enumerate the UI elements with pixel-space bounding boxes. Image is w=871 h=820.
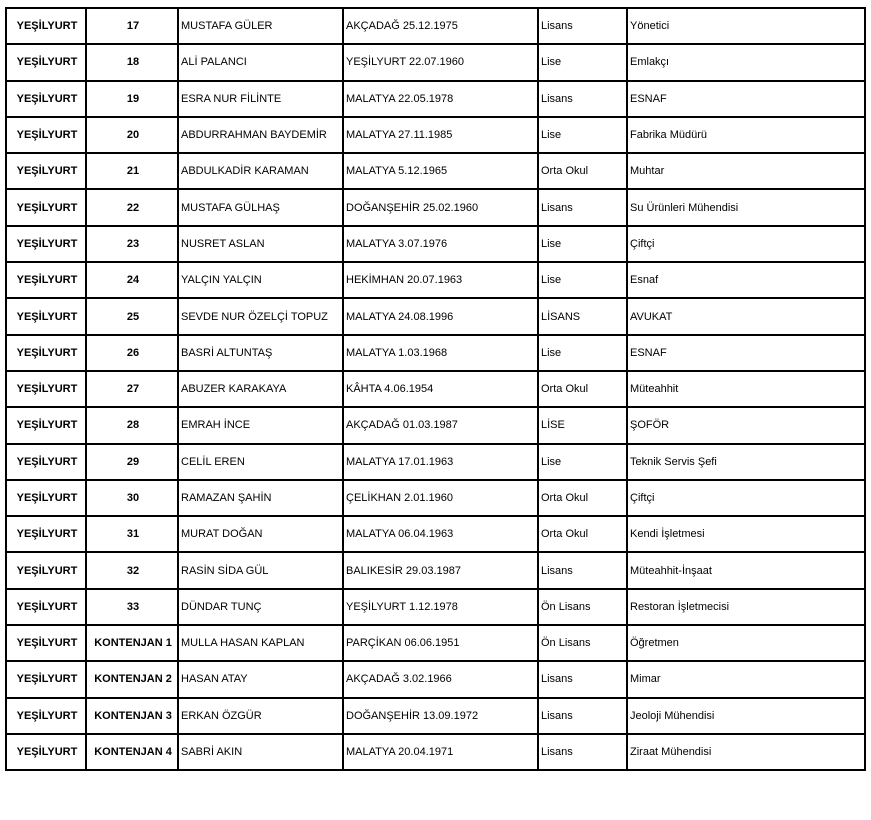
district-cell: YEŞİLYURT [6,734,86,770]
name-cell: SEVDE NUR ÖZELÇİ TOPUZ [178,298,343,334]
district-cell: YEŞİLYURT [6,153,86,189]
occupation-cell: Esnaf [627,262,865,298]
education-cell: Lisans [538,81,627,117]
education-cell: Lisans [538,661,627,697]
district-cell: YEŞİLYURT [6,444,86,480]
name-cell: MUSTAFA GÜLHAŞ [178,189,343,225]
table-row [6,81,865,117]
name-cell: ABDULKADİR KARAMAN [178,153,343,189]
education-cell: Orta Okul [538,480,627,516]
education-cell: Ön Lisans [538,589,627,625]
rank-cell: 23 [86,226,178,262]
birth-place-date-cell: AKÇADAĞ 25.12.1975 [343,8,538,44]
occupation-cell: Çiftçi [627,480,865,516]
occupation-cell: Çiftçi [627,226,865,262]
occupation-cell: AVUKAT [627,298,865,334]
rank-cell: 28 [86,407,178,443]
name-cell: ABDURRAHMAN BAYDEMİR [178,117,343,153]
table-row [6,516,865,552]
district-cell: YEŞİLYURT [6,117,86,153]
education-cell: Lisans [538,8,627,44]
education-cell: Orta Okul [538,371,627,407]
occupation-cell: Mimar [627,661,865,697]
education-cell: Lise [538,444,627,480]
district-cell: YEŞİLYURT [6,189,86,225]
district-cell: YEŞİLYURT [6,407,86,443]
name-cell: RAMAZAN ŞAHİN [178,480,343,516]
education-cell: LİSE [538,407,627,443]
name-cell: ABUZER KARAKAYA [178,371,343,407]
name-cell: SABRİ AKIN [178,734,343,770]
table-row [6,480,865,516]
occupation-cell: Restoran İşletmecisi [627,589,865,625]
rank-cell: 32 [86,552,178,588]
district-cell: YEŞİLYURT [6,81,86,117]
name-cell: DÜNDAR TUNÇ [178,589,343,625]
rank-cell: 29 [86,444,178,480]
name-cell: MUSTAFA GÜLER [178,8,343,44]
rank-cell: KONTENJAN 2 [86,661,178,697]
occupation-cell: Müteahhit-İnşaat [627,552,865,588]
rank-cell: 21 [86,153,178,189]
district-cell: YEŞİLYURT [6,625,86,661]
education-cell: Orta Okul [538,516,627,552]
district-cell: YEŞİLYURT [6,371,86,407]
rank-cell: 27 [86,371,178,407]
table-row [6,44,865,80]
name-cell: CELİL EREN [178,444,343,480]
name-cell: RASİN SİDA GÜL [178,552,343,588]
candidate-table [5,7,866,771]
name-cell: HASAN ATAY [178,661,343,697]
district-cell: YEŞİLYURT [6,480,86,516]
birth-place-date-cell: HEKİMHAN 20.07.1963 [343,262,538,298]
occupation-cell: Su Ürünleri Mühendisi [627,189,865,225]
birth-place-date-cell: KÂHTA 4.06.1954 [343,371,538,407]
birth-place-date-cell: YEŞİLYURT 22.07.1960 [343,44,538,80]
candidate-table-body [6,8,865,770]
table-row [6,298,865,334]
name-cell: ALİ PALANCI [178,44,343,80]
birth-place-date-cell: ÇELİKHAN 2.01.1960 [343,480,538,516]
education-cell: LİSANS [538,298,627,334]
occupation-cell: Fabrika Müdürü [627,117,865,153]
district-cell: YEŞİLYURT [6,589,86,625]
name-cell: BASRİ ALTUNTAŞ [178,335,343,371]
name-cell: EMRAH İNCE [178,407,343,443]
rank-cell: KONTENJAN 4 [86,734,178,770]
rank-cell: KONTENJAN 3 [86,698,178,734]
name-cell: MULLA HASAN KAPLAN [178,625,343,661]
name-cell: ERKAN ÖZGÜR [178,698,343,734]
occupation-cell: Jeoloji Mühendisi [627,698,865,734]
table-row [6,189,865,225]
education-cell: Lisans [538,698,627,734]
table-row [6,625,865,661]
education-cell: Ön Lisans [538,625,627,661]
district-cell: YEŞİLYURT [6,516,86,552]
birth-place-date-cell: MALATYA 24.08.1996 [343,298,538,334]
rank-cell: 31 [86,516,178,552]
rank-cell: KONTENJAN 1 [86,625,178,661]
district-cell: YEŞİLYURT [6,661,86,697]
birth-place-date-cell: MALATYA 5.12.1965 [343,153,538,189]
occupation-cell: ŞOFÖR [627,407,865,443]
education-cell: Orta Okul [538,153,627,189]
table-row [6,734,865,770]
birth-place-date-cell: AKÇADAĞ 01.03.1987 [343,407,538,443]
occupation-cell: Kendi İşletmesi [627,516,865,552]
table-row [6,371,865,407]
table-row [6,444,865,480]
rank-cell: 26 [86,335,178,371]
table-row [6,407,865,443]
occupation-cell: Emlakçı [627,44,865,80]
occupation-cell: ESNAF [627,335,865,371]
name-cell: MURAT DOĞAN [178,516,343,552]
education-cell: Lisans [538,734,627,770]
birth-place-date-cell: MALATYA 3.07.1976 [343,226,538,262]
education-cell: Lisans [538,552,627,588]
occupation-cell: Teknik Servis Şefi [627,444,865,480]
education-cell: Lise [538,262,627,298]
birth-place-date-cell: YEŞİLYURT 1.12.1978 [343,589,538,625]
rank-cell: 20 [86,117,178,153]
rank-cell: 33 [86,589,178,625]
district-cell: YEŞİLYURT [6,44,86,80]
education-cell: Lisans [538,189,627,225]
table-row [6,552,865,588]
birth-place-date-cell: MALATYA 06.04.1963 [343,516,538,552]
birth-place-date-cell: MALATYA 22.05.1978 [343,81,538,117]
rank-cell: 17 [86,8,178,44]
occupation-cell: Öğretmen [627,625,865,661]
table-row [6,335,865,371]
birth-place-date-cell: BALIKESİR 29.03.1987 [343,552,538,588]
education-cell: Lise [538,226,627,262]
education-cell: Lise [538,44,627,80]
birth-place-date-cell: MALATYA 17.01.1963 [343,444,538,480]
name-cell: NUSRET ASLAN [178,226,343,262]
name-cell: ESRA NUR FİLİNTE [178,81,343,117]
education-cell: Lise [538,335,627,371]
birth-place-date-cell: PARÇİKAN 06.06.1951 [343,625,538,661]
rank-cell: 19 [86,81,178,117]
name-cell: YALÇIN YALÇIN [178,262,343,298]
birth-place-date-cell: AKÇADAĞ 3.02.1966 [343,661,538,697]
rank-cell: 22 [86,189,178,225]
occupation-cell: Muhtar [627,153,865,189]
table-row [6,226,865,262]
occupation-cell: Yönetici [627,8,865,44]
district-cell: YEŞİLYURT [6,698,86,734]
district-cell: YEŞİLYURT [6,298,86,334]
birth-place-date-cell: MALATYA 27.11.1985 [343,117,538,153]
birth-place-date-cell: DOĞANŞEHİR 13.09.1972 [343,698,538,734]
rank-cell: 30 [86,480,178,516]
table-row [6,8,865,44]
birth-place-date-cell: MALATYA 20.04.1971 [343,734,538,770]
table-row [6,698,865,734]
table-row [6,117,865,153]
district-cell: YEŞİLYURT [6,8,86,44]
birth-place-date-cell: MALATYA 1.03.1968 [343,335,538,371]
district-cell: YEŞİLYURT [6,262,86,298]
occupation-cell: ESNAF [627,81,865,117]
table-row [6,589,865,625]
occupation-cell: Müteahhit [627,371,865,407]
table-row [6,153,865,189]
birth-place-date-cell: DOĞANŞEHİR 25.02.1960 [343,189,538,225]
district-cell: YEŞİLYURT [6,226,86,262]
rank-cell: 25 [86,298,178,334]
occupation-cell: Ziraat Mühendisi [627,734,865,770]
district-cell: YEŞİLYURT [6,552,86,588]
education-cell: Lise [538,117,627,153]
table-row [6,661,865,697]
table-row [6,262,865,298]
district-cell: YEŞİLYURT [6,335,86,371]
rank-cell: 18 [86,44,178,80]
rank-cell: 24 [86,262,178,298]
